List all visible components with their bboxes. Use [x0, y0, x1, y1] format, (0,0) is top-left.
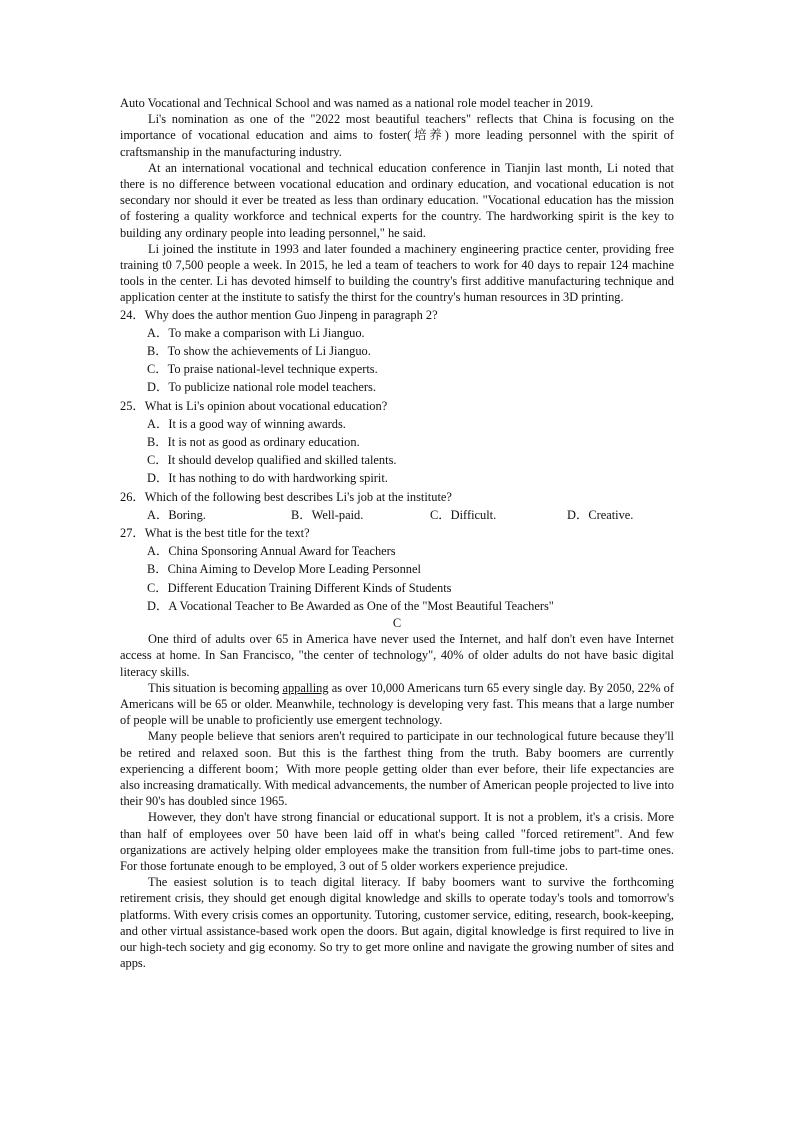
answer-option[interactable]: A．China Sponsoring Annual Award for Teachers — [147, 544, 396, 559]
answer-option[interactable]: C．To praise national-level technique experts. — [147, 362, 378, 377]
paragraph: Li joined the institute in 1993 and later founded a machinery engineering practice center, providing free training t0 7,500 people a week. In 2015, he led a team of teachers to work for 40 days to repair 124 machine tools in the center. Li has devoted himself to building the country's first additive manufacturing technique and application center at the institute to satisfy the thirst for the country's human resources in 3D printing. — [120, 241, 674, 305]
question-stem: 26．Which of the following best describes Li's job at the institute? — [120, 489, 452, 504]
paragraph — [120, 680, 674, 729]
answer-option[interactable]: C．Difficult. — [430, 507, 497, 522]
answer-option[interactable]: C．Different Education Training Different Kinds of Students — [147, 580, 452, 595]
answer-option[interactable]: D．To publicize national role model teachers. — [147, 380, 376, 395]
paragraph: One third of adults over 65 in America have never used the Internet, and half don't even have Internet access at home. In San Francisco, "the center of technology", 40% of older adults do not have basic digital literacy skills. — [120, 632, 674, 679]
question-27 — [120, 524, 674, 615]
answer-option[interactable]: A．Boring. — [147, 507, 206, 522]
question-stem: 27．What is the best title for the text? — [120, 526, 310, 541]
section-heading: C — [392, 616, 402, 631]
paragraph: Many people believe that seniors aren't required to participate in our technological future because they'll be retired and relaxed soon. But this is the farthest thing from the truth. Baby boomers are currently experiencing a different boom；With more people getting older than ever before, their life expectancies are also increasing dramatically. With medical advancements, the number of American people projected to live into their 90's has doubled since 1965. — [120, 729, 674, 809]
question-25 — [120, 397, 674, 488]
paragraph: Li's nomination as one of the "2022 most beautiful teachers" reflects that China is focusing on the importance of vocational education and aims to foster(培养) more leading personnel with the spirit of craftsmanship in the manufacturing industry. — [120, 112, 674, 159]
answer-option[interactable]: B．To show the achievements of Li Jianguo. — [147, 344, 371, 359]
question-stem: 25．What is Li's opinion about vocational education? — [120, 398, 388, 413]
paragraph: Auto Vocational and Technical School and was named as a national role model teacher in 2019. — [120, 96, 594, 110]
text-run: as over 10,000 Americans turn 65 every single day. By 2050, 22% of Americans will be 65 or older. Meanwhile, technology is developing very fast. This means that a large number of people will be unable to proficiently use emergent technology. — [120, 680, 674, 728]
document-page — [120, 95, 674, 971]
answer-options-row — [147, 506, 674, 524]
answer-option[interactable]: D．A Vocational Teacher to Be Awarded as One of the "Most Beautiful Teachers" — [147, 598, 554, 613]
paragraph: However, they don't have strong financial or educational support. It is not a problem, it's a crisis. More than half of employees over 50 have been laid off in what's being called "forced retirement". And few organizations are actively helping older employees make the transition from full-time jobs to part-time ones. For those fortunate enough to be employed, 3 out of 5 older workers experience prejudice. — [120, 810, 674, 873]
answer-option[interactable]: C．It should develop qualified and skilled talents. — [147, 453, 397, 468]
answer-option[interactable]: A．To make a comparison with Li Jianguo. — [147, 325, 365, 340]
answer-option[interactable]: B．It is not as good as ordinary education. — [147, 435, 360, 450]
text-run: This situation is becoming — [148, 680, 283, 695]
answer-option[interactable]: B．Well-paid. — [291, 507, 364, 522]
answer-option[interactable]: B．China Aiming to Develop More Leading Personnel — [147, 562, 421, 577]
question-stem: 24．Why does the author mention Guo Jinpeng in paragraph 2? — [120, 307, 438, 322]
answer-option[interactable]: A．It is a good way of winning awards. — [147, 416, 346, 431]
question-26 — [120, 488, 674, 524]
answer-option[interactable]: D．Creative. — [567, 507, 634, 522]
underlined-word: appalling — [282, 680, 329, 695]
question-24 — [120, 306, 674, 397]
answer-option[interactable]: D．It has nothing to do with hardworking spirit. — [147, 471, 388, 486]
paragraph: The easiest solution is to teach digital literacy. If baby boomers want to survive the forthcoming retirement crisis, they should get enough digital knowledge and skills to operate today's tools and tomorrow's platforms. With every crisis comes an opportunity. Tutoring, customer service, editing, research, book-keeping, and other virtual assistance-based work open the doors. But again, digital knowledge is first required to live in our high-tech society and gig economy. So try to get more online and navigate the growing number of sites and apps. — [120, 875, 674, 971]
paragraph: At an international vocational and technical education conference in Tianjin last month, Li noted that there is no difference between vocational education and ordinary education, and vocational education is not secondary nor should it ever be treated as less than ordinary education. "Vocational education has the mission of fostering a quality workforce and technical experts for the country. The hardworking spirit is the key to building any ordinary people into leading personnel," he said. — [120, 160, 674, 240]
